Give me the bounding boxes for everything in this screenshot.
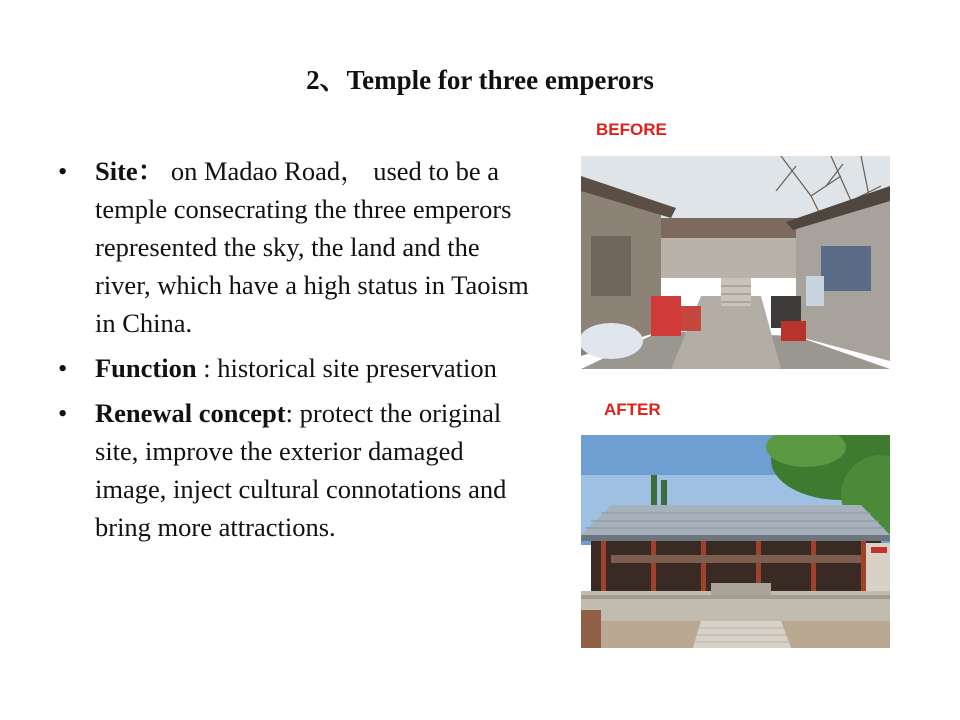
renewal-sep: : xyxy=(285,398,293,428)
before-label: BEFORE xyxy=(596,120,667,139)
site-sep: ： xyxy=(137,156,165,186)
renewal-label: Renewal concept xyxy=(95,398,286,428)
bullet-dot: • xyxy=(58,398,68,428)
before-photo xyxy=(581,156,890,369)
function-text: historical site preservation xyxy=(210,353,497,383)
bullet-renewal xyxy=(58,394,538,546)
bullet-site xyxy=(58,152,538,342)
after-photo xyxy=(581,435,890,648)
function-label: Function xyxy=(95,353,197,383)
site-text: on Madao Road， used to be a temple consecrating the three emperors represented the sky, the land and the river, which have a high status in Taoism in China. xyxy=(95,156,529,338)
after-label: AFTER xyxy=(604,400,661,419)
bullet-list xyxy=(58,152,538,553)
slide-title: 2、Temple for three emperors xyxy=(306,65,654,95)
bullet-dot: • xyxy=(58,353,68,383)
site-label: Site xyxy=(95,156,138,186)
bullet-function xyxy=(58,349,538,387)
renewal-text: protect the original site, improve the exterior damaged image, inject cultural connotations and bring more attractions. xyxy=(95,398,507,542)
bullet-dot: • xyxy=(58,156,68,186)
function-sep: : xyxy=(196,353,211,383)
